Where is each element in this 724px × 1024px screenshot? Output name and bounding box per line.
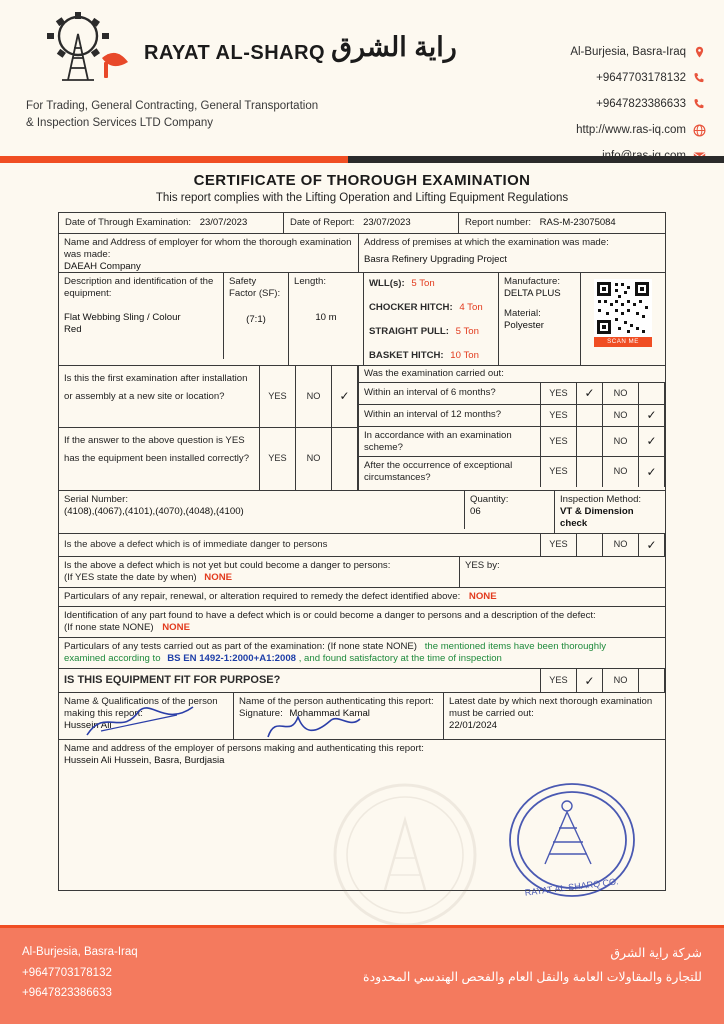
yes-option[interactable]: YES: [541, 405, 577, 426]
no-option[interactable]: NO: [603, 427, 639, 456]
contact-phone2-row: [456, 98, 706, 111]
report-number-label: Report number:: [465, 217, 532, 228]
question-exceptional-circumstances: [359, 457, 665, 487]
no-checkbox[interactable]: ✓: [639, 405, 665, 426]
immediate-danger-answers[interactable]: [541, 534, 665, 556]
yes-option[interactable]: YES: [260, 428, 296, 490]
inspection-method-cell: [555, 491, 665, 533]
brand-block: [18, 10, 457, 160]
employer-address-label: Name and address of the employer of persons making and authenticating this report:: [64, 743, 424, 755]
manufacture-label: Manufacture:: [504, 275, 560, 287]
contact-address-row: [456, 46, 706, 59]
future-danger-label-line1: Is the above a defect which is not yet but could become a danger to persons:: [64, 559, 391, 571]
employer-premises-row: [59, 234, 665, 273]
questions-left-col: [59, 366, 359, 490]
brand-name-en: RAYAT AL-SHARQ: [144, 42, 326, 64]
footer-phone1: +9647703178132: [22, 966, 112, 979]
choker-label: CHOCKER HITCH:: [369, 301, 453, 313]
derrick-gear-logo-icon: [18, 10, 138, 82]
employer-address-value: Hussein Ali Hussein, Basra, Burdjasia: [64, 755, 225, 767]
premises-cell: [359, 234, 665, 272]
question-12-months-text: Within an interval of 12 months?: [364, 408, 502, 420]
basket-hitch-value: 10 Ton: [450, 349, 479, 361]
authenticator-value: Mohammad Kamal: [289, 708, 370, 720]
yes-option[interactable]: YES: [541, 427, 577, 456]
tests-label: Particulars of any tests carried out as part of the examination: (If none state NONE): [64, 640, 418, 652]
employer-label: Name and Address of employer for whom the thorough examination was made:: [64, 236, 352, 260]
authenticator-signature-label: Signature:: [239, 708, 283, 720]
report-date-cell: [284, 213, 459, 233]
employer-cell: [59, 234, 359, 272]
particulars-repair-row: [59, 588, 665, 607]
qr-code-icon[interactable]: [594, 279, 652, 337]
identification-value: NONE: [162, 621, 190, 633]
fit-for-purpose-label: IS THIS EQUIPMENT FIT FOR PURPOSE?: [59, 669, 541, 693]
basket-hitch-label: BASKET HITCH:: [369, 349, 444, 361]
question-12-months: [359, 405, 665, 427]
footer-address: Al-Burjesia, Basra-Iraq: [22, 946, 138, 958]
identification-row: [59, 607, 665, 638]
particulars-repair-cell: [59, 588, 665, 606]
footer-phone2: +9647823386633: [22, 987, 112, 1000]
location-pin-icon: [693, 46, 706, 59]
inspection-method-value-line2: check: [560, 517, 588, 529]
contact-phone1-row: [456, 72, 706, 85]
blank-checkbox[interactable]: [332, 428, 358, 490]
length-cell: [289, 273, 364, 365]
question-first-exam-answers[interactable]: [259, 366, 358, 427]
length-value: 10 m: [315, 311, 337, 323]
yes-option[interactable]: YES: [541, 457, 577, 487]
no-checkbox[interactable]: ✓: [639, 457, 665, 487]
maker-cell: [59, 693, 234, 739]
material-value: Polyester: [504, 319, 544, 331]
divider-orange: [0, 156, 348, 163]
inspection-method-label: Inspection Method:: [560, 493, 642, 505]
premises-label: Address of premises at which the examination was made:: [364, 236, 609, 248]
no-checkbox[interactable]: ✓: [332, 366, 358, 427]
particulars-repair-label: Particulars of any repair, renewal, or alteration required to remedy the defect identified above:: [64, 590, 461, 602]
serial-label: Serial Number:: [64, 493, 128, 505]
qr-caption: SCAN ME: [594, 337, 652, 347]
question-exam-scheme-text: In accordance with an examination scheme?: [364, 429, 512, 453]
contact-block: [456, 10, 706, 160]
no-option[interactable]: NO: [296, 428, 332, 490]
title-block: [0, 172, 724, 204]
question-first-exam-text: Is this the first examination after installation or assembly at a new site or location?: [64, 372, 248, 403]
footer-arabic-line1: شركة راية الشرق: [610, 946, 702, 960]
equipment-desc-cell: [59, 273, 224, 359]
immediate-danger-row: [59, 534, 665, 557]
page-subtitle: This report complies with the Lifting Operation and Lifting Equipment Regulations: [155, 192, 569, 204]
certificate-form: [58, 212, 666, 891]
no-option[interactable]: NO: [603, 534, 639, 556]
manufacture-cell: [499, 273, 581, 365]
contact-website[interactable]: http://www.ras-iq.com: [576, 124, 686, 137]
dates-row: [59, 213, 665, 234]
question-installed-correctly-text: If the answer to the above question is YES has the equipment been installed correctly?: [64, 434, 250, 465]
quantity-value: 06: [470, 505, 481, 517]
tests-value-line2-post: , and found satisfactory at the time of inspection: [298, 652, 502, 664]
yes-by-cell: [460, 557, 665, 587]
employer-address-row: [59, 740, 665, 890]
footer-contact: [22, 942, 138, 1010]
serial-cell: [59, 491, 465, 529]
maker-value: Hussein Ali: [64, 720, 112, 732]
next-exam-value: 22/01/2024: [449, 720, 498, 732]
telephone-icon: [693, 98, 706, 111]
yes-checkbox[interactable]: ✓: [577, 669, 603, 693]
future-danger-value: NONE: [204, 571, 233, 583]
footer-arabic: [363, 942, 702, 1010]
yes-option[interactable]: YES: [541, 669, 577, 693]
immediate-danger-label: Is the above a defect which is of immediate danger to persons: [59, 534, 541, 556]
no-option[interactable]: NO: [603, 669, 639, 693]
document-header: [0, 0, 724, 160]
manufacture-value: DELTA PLUS: [504, 287, 561, 299]
choker-value: 4 Ton: [459, 301, 483, 313]
quantity-cell: [465, 491, 555, 533]
exam-date-label: Date of Through Examination:: [65, 217, 192, 228]
questions-right-col: [359, 366, 665, 490]
tests-cell: [59, 638, 665, 668]
exam-date-cell: [59, 213, 284, 233]
wll-value: 5 Ton: [411, 277, 435, 289]
header-divider-bars: [0, 156, 724, 163]
question-exam-scheme-answers[interactable]: [540, 427, 665, 456]
svg-text:RAYAT AL-SHARQ CO.: RAYAT AL-SHARQ CO.: [524, 876, 620, 898]
particulars-repair-value: NONE: [468, 590, 497, 602]
fit-for-purpose-answers[interactable]: [541, 669, 665, 693]
question-6-months: [359, 383, 665, 405]
qr-cell[interactable]: [581, 273, 665, 365]
question-installed-correctly: [59, 428, 358, 490]
equipment-row: [59, 273, 665, 366]
brand-tagline-line1: For Trading, General Contracting, General Transportation: [26, 100, 319, 112]
safety-factor-label: Safety Factor (SF):: [229, 275, 281, 299]
material-label: Material:: [504, 307, 541, 319]
report-date-label: Date of Report:: [290, 217, 355, 228]
contact-website-row[interactable]: [456, 124, 706, 137]
brand-tagline-line2: & Inspection Services LTD Company: [26, 116, 214, 129]
equipment-desc-value-line2: Red: [64, 323, 82, 335]
straight-pull-value: 5 Ton: [455, 325, 479, 337]
no-checkbox[interactable]: ✓: [639, 534, 665, 556]
footer-arabic-line2: للتجارة والمقاولات العامة والنقل العام والفحص الهندسي المحدودة: [363, 969, 702, 984]
premises-value: Basra Refinery Upgrading Project: [364, 253, 507, 265]
serial-row: [59, 491, 665, 534]
safety-factor-value: (7:1): [246, 313, 266, 325]
yes-option[interactable]: YES: [260, 366, 296, 427]
question-exam-scheme: [359, 427, 665, 457]
question-6-months-answers[interactable]: [540, 383, 665, 404]
yes-checkbox[interactable]: [577, 427, 603, 456]
next-exam-cell: [444, 693, 665, 739]
yes-checkbox[interactable]: [577, 405, 603, 426]
signoff-row: [59, 693, 665, 740]
no-checkbox[interactable]: [639, 669, 665, 693]
contact-phone2: +9647823386633: [596, 98, 686, 111]
maker-label: Name & Qualifications of the person making this report:: [64, 696, 218, 720]
tests-value-line1: the mentioned items have been thoroughly: [424, 640, 607, 652]
quantity-label: Quantity:: [470, 493, 509, 505]
contact-phone1: +9647703178132: [596, 72, 686, 85]
equipment-desc-label: Description and identification of the equipment:: [64, 275, 214, 299]
no-option[interactable]: NO: [603, 457, 639, 487]
future-danger-row: [59, 557, 665, 588]
no-checkbox[interactable]: ✓: [639, 427, 665, 456]
no-option[interactable]: NO: [603, 383, 639, 404]
report-date-value: 23/07/2023: [363, 217, 411, 228]
brand-tagline: [18, 98, 438, 131]
tests-standard: BS EN 1492-1:2000+A1:2008: [167, 652, 297, 664]
yes-option[interactable]: YES: [541, 383, 577, 404]
globe-icon: [693, 124, 706, 137]
telephone-icon: [693, 72, 706, 85]
question-installed-correctly-answers[interactable]: [259, 428, 358, 490]
page-title: CERTIFICATE OF THOROUGH EXAMINATION: [193, 172, 531, 189]
divider-dark: [348, 156, 724, 163]
future-danger-cell: [59, 557, 460, 587]
safety-factor-cell: [224, 273, 289, 365]
inspection-method-value-line1: VT & Dimension: [560, 505, 634, 517]
straight-pull-label: STRAIGHT PULL:: [369, 325, 449, 337]
yes-by-label: YES by:: [465, 559, 500, 571]
identification-label-line2: (If none state NONE): [64, 621, 154, 633]
tests-row: [59, 638, 665, 669]
future-danger-label-line2: (If YES state the date by when): [64, 571, 197, 583]
question-first-exam: [59, 366, 358, 428]
contact-address: Al-Burjesia, Basra-Iraq: [570, 46, 686, 59]
next-exam-label: Latest date by which next thorough examination must be carried out:: [449, 696, 653, 720]
yes-checkbox[interactable]: [577, 534, 603, 556]
no-checkbox[interactable]: [639, 383, 665, 404]
yes-option[interactable]: YES: [541, 534, 577, 556]
brand-name-ar: راية الشرق: [331, 32, 457, 62]
question-12-months-answers[interactable]: [540, 405, 665, 426]
exam-carried-out-heading: Was the examination carried out:: [359, 366, 665, 383]
length-label: Length:: [294, 275, 327, 287]
serial-value: (4108),(4067),(4101),(4070),(4048),(4100): [64, 505, 244, 517]
report-number-value: RAS-M-23075084: [539, 217, 616, 228]
yes-checkbox[interactable]: [577, 457, 603, 487]
identification-label-line1: Identification of any part found to have a defect which is or could become a danger to persons and a description of the defect:: [64, 609, 596, 621]
authenticator-cell: [234, 693, 444, 739]
no-option[interactable]: NO: [296, 366, 332, 427]
employer-value: DAEAH Company: [64, 260, 141, 272]
employer-address-cell: [59, 740, 665, 890]
equipment-desc-value-line1: Flat Webbing Sling / Colour: [64, 311, 181, 323]
fit-for-purpose-row: [59, 669, 665, 694]
identification-cell: [59, 607, 665, 637]
no-option[interactable]: NO: [603, 405, 639, 426]
question-exceptional-circumstances-answers[interactable]: [540, 457, 665, 487]
exam-date-value: 23/07/2023: [199, 217, 248, 228]
question-6-months-text: Within an interval of 6 months?: [364, 386, 496, 398]
report-number-cell: [459, 213, 665, 233]
wll-label: WLL(s):: [369, 277, 405, 289]
document-footer: [0, 928, 724, 1024]
tests-value-line2-pre: examined according to: [64, 652, 161, 664]
question-exceptional-circumstances-text: After the occurrence of exceptional circumstances?: [364, 459, 513, 483]
yes-checkbox[interactable]: ✓: [577, 383, 603, 404]
authenticator-label: Name of the person authenticating this report:: [239, 696, 434, 708]
questions-row: [59, 366, 665, 491]
wll-cell: [364, 273, 499, 365]
